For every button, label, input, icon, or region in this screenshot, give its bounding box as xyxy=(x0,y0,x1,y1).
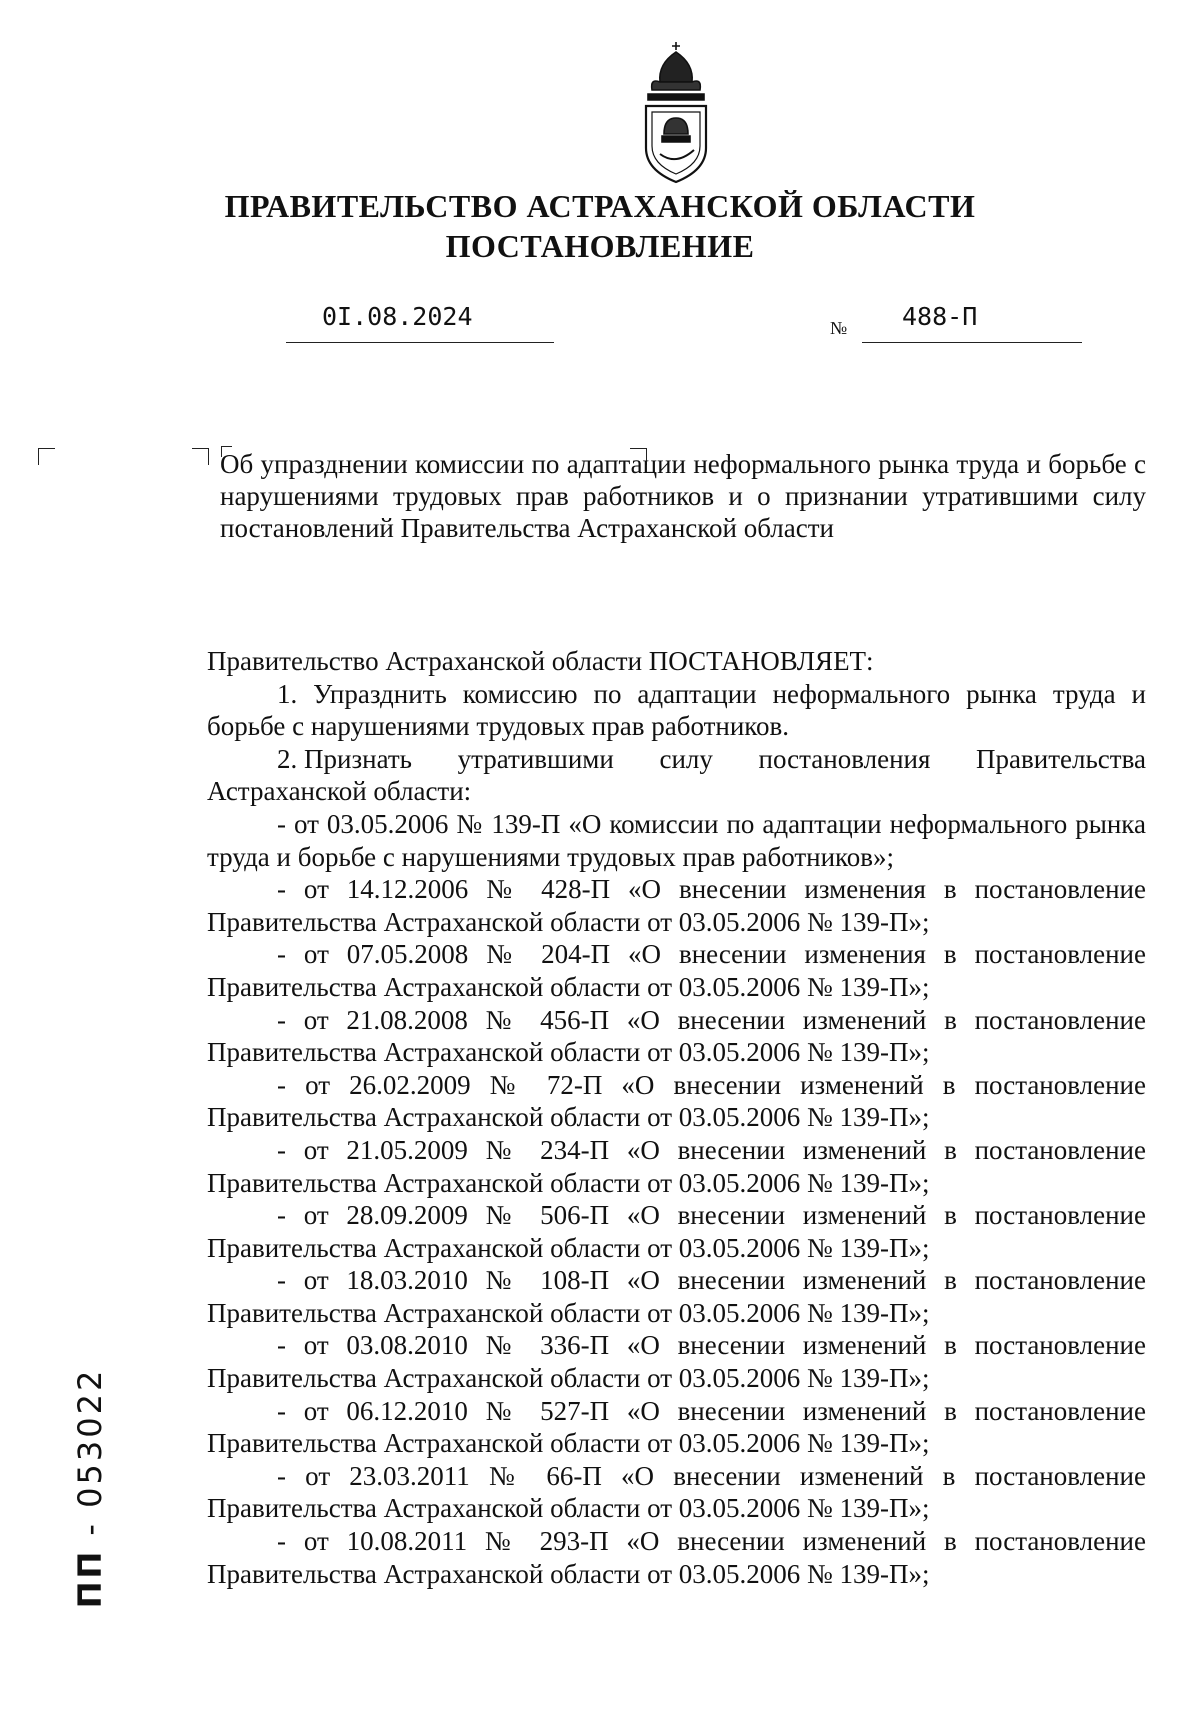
list-item: - от 06.12.2010 № 527-П «О внесении изменений в постановление Правительства Астраханской области от 03.05.2006 № 139-П»; xyxy=(207,1395,1146,1459)
clause-2-word: Правительства xyxy=(976,743,1146,774)
document-type-title: ПОСТАНОВЛЕНИЕ xyxy=(445,228,755,264)
resolution-intro: Правительство Астраханской области ПОСТАНОВЛЯЕТ: xyxy=(207,646,874,676)
number-sign: № xyxy=(830,318,848,338)
list-item: - от 03.08.2010 № 336-П «О внесении изменений в постановление Правительства Астраханской области от 03.05.2006 № 139-П»; xyxy=(207,1330,1146,1394)
document-number: 488-П xyxy=(902,302,978,331)
clause-1: 1. Упразднить комиссию по адаптации неформального рынка труда и борьбе с нарушениями трудовых прав работников. xyxy=(207,678,1146,742)
date-field xyxy=(286,302,554,343)
clause-2-word: постановления xyxy=(758,743,931,774)
form-series: ПП xyxy=(71,1548,109,1609)
clause-2-first-line xyxy=(207,743,1146,776)
list-item: - от 23.03.2011 № 66-П «О внесении изменений в постановление Правительства Астраханской области от 03.05.2006 № 139-П»; xyxy=(207,1460,1146,1524)
list-item: - от 21.08.2008 № 456-П «О внесении изменений в постановление Правительства Астраханской области от 03.05.2006 № 139-П»; xyxy=(207,1004,1146,1068)
list-item: - от 18.03.2010 № 108-П «О внесении изменений в постановление Правительства Астраханской области от 03.05.2006 № 139-П»; xyxy=(207,1265,1146,1328)
document-subject: Об упразднении комиссии по адаптации неформального рынка труда и борьбе с нарушениями трудовых прав работников и о признании утратившими силу постановлений Правительства Астраханской области xyxy=(220,449,1146,543)
clause-2-tail: Астраханской области: xyxy=(207,776,472,807)
document-date: 0I.08.2024 xyxy=(322,302,473,331)
list-item: - от 21.05.2009 № 234-П «О внесении изменений в постановление Правительства Астраханской области от 03.05.2006 № 139-П»; xyxy=(207,1134,1146,1198)
number-field xyxy=(862,302,1082,343)
clause-2-word: утратившими xyxy=(457,743,614,774)
coat-of-arms-emblem xyxy=(638,38,714,186)
corner-mark-subject-left xyxy=(192,448,209,465)
list-item: - от 03.05.2006 № 139-П «О комиссии по адаптации неформального рынка труда и борьбе с нарушениями трудовых прав работников»; xyxy=(207,808,1146,872)
list-item: - от 26.02.2009 № 72-П «О внесении изменений в постановление Правительства Астраханской области от 03.05.2006 № 139-П»; xyxy=(207,1069,1146,1133)
clause-2-word: силу xyxy=(659,743,713,774)
form-number: - 053022 xyxy=(71,1367,109,1536)
list-item: - от 07.05.2008 № 204-П «О внесении изменения в постановление Правительства Астраханской области от 03.05.2006 № 139-П»; xyxy=(207,939,1146,1002)
form-serial-number xyxy=(71,1368,109,1609)
document-body xyxy=(207,645,1146,1590)
list-item: - от 10.08.2011 № 293-П «О внесении изменений в постановление Правительства Астраханской области от 03.05.2006 № 139-П»; xyxy=(207,1526,1146,1589)
list-item: - от 28.09.2009 № 506-П «О внесении изменений в постановление Правительства Астраханской области от 03.05.2006 № 139-П»; xyxy=(207,1200,1146,1263)
government-title: ПРАВИТЕЛЬСТВО АСТРАХАНСКОЙ ОБЛАСТИ xyxy=(224,188,976,224)
corner-mark-left xyxy=(38,448,55,465)
clause-2-word: 2. Признать xyxy=(277,743,412,774)
list-item: - от 14.12.2006 № 428-П «О внесении изменения в постановление Правительства Астраханской области от 03.05.2006 № 139-П»; xyxy=(207,874,1146,937)
